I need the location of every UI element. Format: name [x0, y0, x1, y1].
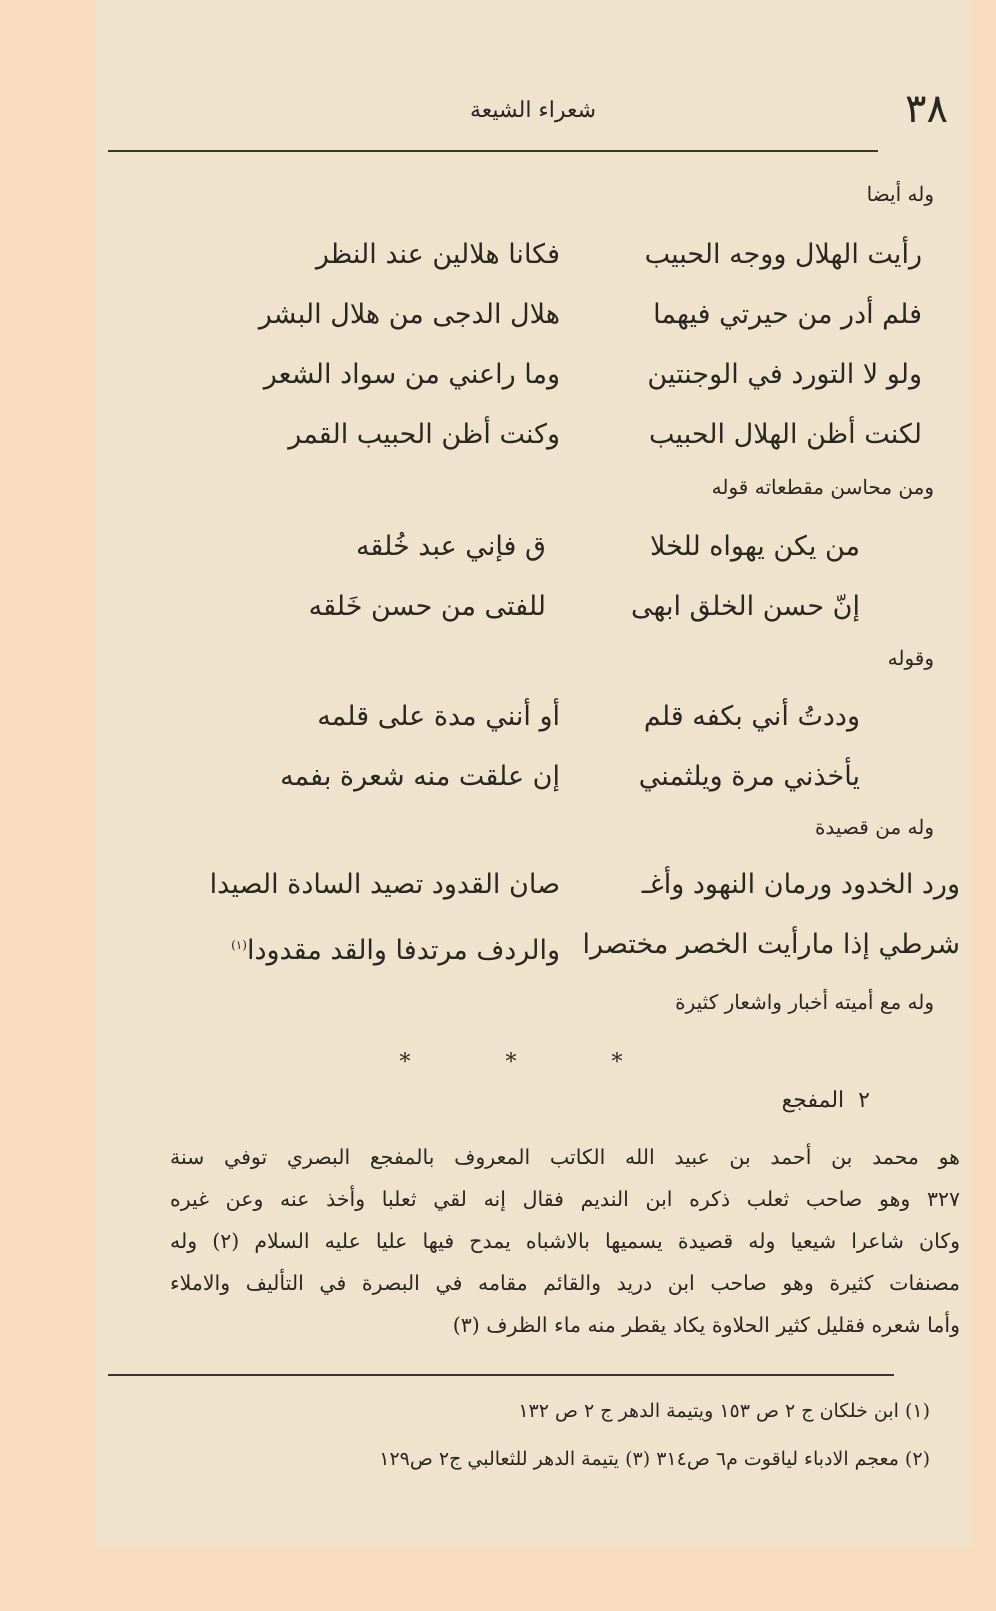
verse-first-hemistich: من يكن يهواه للخلا — [649, 531, 860, 562]
paragraph-line: هو محمد بن أحمد بن عبيد الله الكاتب المعروف بالمفجع البصري توفي سنة — [170, 1145, 960, 1169]
footnote: (٢) معجم الادباء لياقوت م٦ ص٣١٤ (٣) يتيمة الدهر للثعالبي ج٢ ص١٢٩ — [379, 1448, 930, 1470]
verse-second-hemistich — [231, 928, 560, 968]
verse-second-hemistich: إن علقت منه شعرة بفمه — [280, 761, 560, 792]
intro-text: ومن محاسن مقطعاته قوله — [711, 475, 934, 499]
verse-first-hemistich: لكنت أظن الهلال الحبيب — [649, 419, 922, 450]
paragraph-line: ٣٢٧ وهو صاحب ثعلب ذكره ابن النديم فقال إنه لقي ثعلبا وأخذ عنه وعن غيره — [170, 1187, 960, 1211]
footnote-ref: (١) — [231, 938, 247, 952]
intro-text: وقوله — [887, 646, 934, 670]
section-heading — [782, 1088, 870, 1113]
outro-text: وله مع أميته أخبار واشعار كثيرة — [675, 990, 934, 1014]
verse-first-hemistich: إنّ حسن الخلق ابهى — [631, 591, 860, 622]
paragraph-line: وكان شاعرا شيعيا وله قصيدة يسميها بالاشباه يمدح فيها عليا عليه السلام (٢) وله — [170, 1229, 960, 1253]
verse-first-hemistich: يأخذني مرة ويلثمني — [638, 761, 860, 792]
intro-text: وله من قصيدة — [814, 815, 934, 839]
verse-first-hemistich: شرطي إذا مارأيت الخصر مختصرا — [582, 929, 960, 960]
verse-first-hemistich: رأيت الهلال ووجه الحبيب — [644, 239, 922, 270]
paragraph-line: مصنفات كثيرة وهو صاحب ابن دريد والقائم مقامه في البصرة في التأليف والاملاء — [170, 1271, 960, 1295]
page-number: ٣٨ — [905, 86, 948, 132]
verse-text: والردف مرتدفا والقد مقدودا — [246, 935, 560, 966]
book-page — [96, 0, 970, 1547]
section-title: المفجع — [781, 1088, 845, 1113]
verse-first-hemistich: ولو لا التورد في الوجنتين — [647, 359, 922, 390]
footnote-rule — [108, 1374, 894, 1376]
section-separator: * * * — [399, 1050, 667, 1075]
verse-second-hemistich: فكانا هلالين عند النظر — [315, 239, 560, 270]
footnote: (١) ابن خلكان ج ٢ ص ١٥٣ ويتيمة الدهر ج ٢ ص ١٣٢ — [518, 1400, 930, 1422]
section-number: ٢ — [858, 1088, 870, 1113]
verse-second-hemistich: للفتى من حسن خَلقه — [308, 591, 546, 622]
verse-first-hemistich: وددتُ أني بكفه قلم — [643, 701, 860, 732]
paragraph-line: وأما شعره فقليل كثير الحلاوة يكاد يقطر منه ماء الظرف (٣) — [452, 1313, 960, 1337]
verse-second-hemistich: ق فإني عبد خُلقه — [355, 531, 546, 562]
intro-text: وله أيضا — [866, 182, 934, 206]
verse-second-hemistich: أو أنني مدة على قلمه — [317, 701, 560, 732]
verse-second-hemistich: هلال الدجى من هلال البشر — [258, 299, 560, 330]
running-title: شعراء الشيعة — [469, 98, 597, 123]
verse-second-hemistich: وما راعني من سواد الشعر — [263, 359, 560, 390]
verse-second-hemistich: صان القدود تصيد السادة الصيدا — [209, 869, 560, 900]
verse-second-hemistich: وكنت أظن الحبيب القمر — [288, 419, 560, 450]
verse-first-hemistich: فلم أدر من حيرتي فيهما — [653, 299, 922, 330]
header-rule — [108, 150, 878, 152]
verse-first-hemistich: ورد الخدود ورمان النهود وأغـ — [641, 869, 960, 900]
